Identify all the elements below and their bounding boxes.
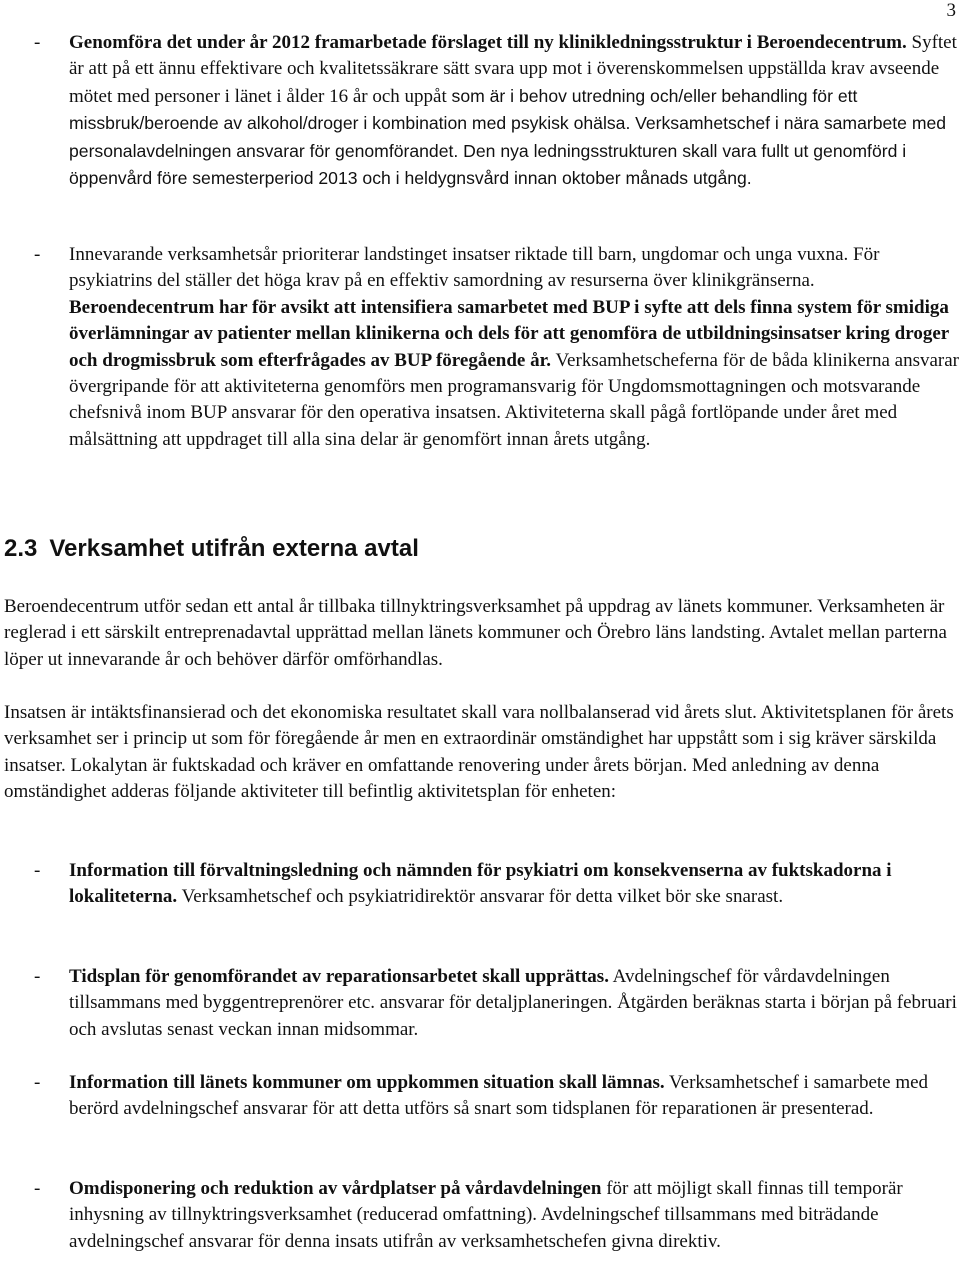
body-text: Verksamhetschef och psykiatridirektör ansvarar för detta vilket bör ske snarast. [181, 886, 784, 908]
bold-text: Genomföra det under år 2012 framarbetade förslaget till ny klinikledningsstruktur i Beroendecentrum. [69, 32, 907, 53]
list-item-text [69, 858, 960, 911]
list-item-text [69, 1176, 960, 1255]
section-title: Verksamhet utifrån externa avtal [49, 535, 419, 562]
bullet-dash: - [34, 966, 41, 987]
list-item-text [69, 964, 960, 1043]
bullet-dash: - [34, 860, 41, 881]
body-text: Avdelningschef för vårdavdelningen tillsammans med byggentreprenörer etc. ansvarar för detaljplaneringen. Åtgärden beräknas starta i början på februari och avslutas senast veckan innan midsommar. [69, 966, 957, 1040]
body-text-sans: som är i behov utredning och/eller behandling för ett missbruk/beroende av alkohol/droger i kombination med psykisk ohälsa. [69, 85, 858, 134]
bullet-dash: - [34, 244, 41, 265]
bold-text: Information till länets kommuner om uppkommen situation skall lämnas. [69, 1072, 665, 1093]
list-item-text [69, 1070, 960, 1123]
list-item-text [69, 242, 960, 453]
body-text: Verksamhetscheferna för de båda klinikerna ansvarar övergripande för att aktiviteterna genomförs men programansvarig för Ungdomsmottagningen och motsvarande chefsnivå inom BUP ansvarar för den operativa insatsen. Aktiviteterna skall pågå fortlöpande under året med målsättning att uppdraget till alla sina delar är genomfört innan årets utgång. [69, 349, 959, 450]
page-number: 3 [946, 0, 956, 21]
section-number: 2.3 [4, 535, 38, 562]
bold-text: Omdisponering och reduktion av vårdplatser på vårdavdelningen [69, 1178, 602, 1199]
body-text: för att möjligt skall finnas till temporär inhysning av tillnyktringsverksamhet (reducerad omfattning). Avdelningschef tillsammans med biträdande avdelningschef ansvarar för denna insats utifrån av verksamhetschefen givna direktiv. [69, 1178, 903, 1252]
bullet-dash: - [34, 1072, 41, 1093]
list-item-text [69, 30, 960, 192]
paragraph: Insatsen är intäktsfinansierad och det ekonomiska resultatet skall vara nollbalanserad vid årets slut. Aktivitetsplanen för årets verksamhet ser i princip ut som för föregående år men en extraordinär omständighet har uppstått som i sig kräver särskilda insatser. Lokalytan är fuktskadad och kräver en omfattande renovering under årets början. Med anledning av denna omständighet adderas följande aktiviteter till befintlig aktivitetsplan för enheten: [4, 702, 954, 803]
bold-text: Information till förvaltningsledning och nämnden för psykiatri om konsekvenserna av fuktskadorna i lokaliteterna. [69, 860, 892, 908]
bullet-dash: - [34, 1178, 41, 1199]
section-heading [4, 534, 419, 564]
body-text: Verksamhetschef i samarbete med berörd avdelningschef ansvarar för att detta utförs så snart som tidsplanen för reparationen är presenterad. [69, 1072, 929, 1120]
body-text: Innevarande verksamhetsår prioriterar landstinget insatser riktade till barn, ungdomar och unga vuxna. För psykiatrins del ställer det höga krav på en effektiv samordning av resurserna över klinikgränserna. [69, 244, 880, 292]
bullet-dash: - [34, 32, 41, 53]
body-text-sans-tail: Verksamhetschef i nära samarbete med personalavdelningen ansvarar för genomförandet. Den nya ledningsstrukturen skall vara fullt ut genomförd i öppenvård före semesterperiod 2013 och i heldygnsvård innan oktober månads utgång. [69, 113, 947, 189]
bold-text: Beroendecentrum har för avsikt att intensifiera samarbetet med BUP i syfte att dels finna system för smidiga överlämningar av patienter mellan klinikerna och dels för att genomföra de utbildningsinsatser kring droger och drogmissbruk som efterfrågades av BUP föregående år. [69, 296, 949, 371]
paragraph: Beroendecentrum utför sedan ett antal år tillbaka tillnyktringsverksamhet på uppdrag av länets kommuner. Verksamheten är reglerad i ett särskilt entreprenadavtal upprättad mellan länets kommuner och Örebro läns landsting. Avtalet mellan parterna löper ut innevarande år och behöver därför omförhandlas. [4, 596, 947, 670]
bold-text: Tidsplan för genomförandet av reparationsarbetet skall upprättas. [69, 966, 609, 987]
body-text: Syftet är att på ett ännu effektivare och kvalitetssäkrare sätt svara upp mot i överenskommelsen uppställda krav avseende mötet med personer i länet i ålder 16 år och uppåt [69, 32, 957, 107]
